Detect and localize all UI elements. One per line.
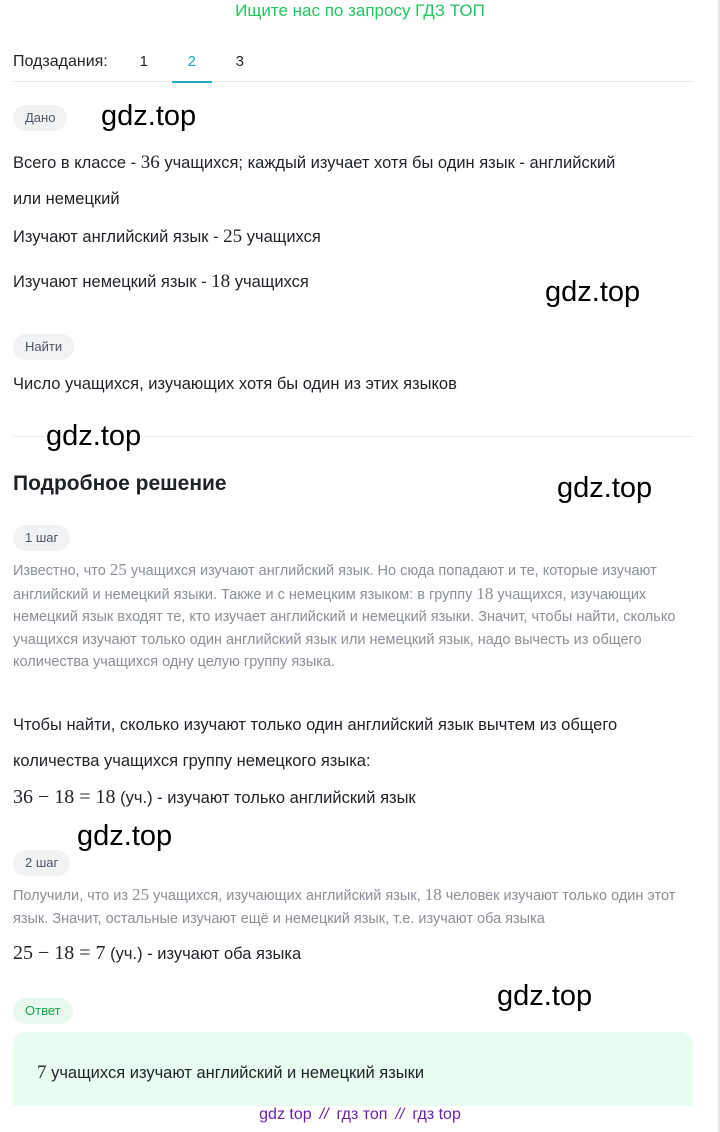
step-2-badge: 2 шаг — [13, 850, 70, 876]
answer-text: учащихся изучают английский и немецкий языки — [46, 1064, 425, 1082]
subtasks-bar — [13, 42, 693, 82]
step-1-main-text: Чтобы найти, сколько изучают только один английский язык вычтем из общего количества учащихся группу немецкого языка: — [13, 716, 618, 770]
step-1-explanation: Известно, что 25 учащихся изучают английский язык. Но сюда попадают и те, которые изучают английский и немецкий языки. Также и с немецким языком: в группу 18 учащихся, изучающих немецкий язык входят те, кто изучает английский и немецкий языки. Значит, чтобы найти, сколько учащихся изучают только один английский язык или немецкий язык, надо вычесть из общего количества учащихся одну целую группу языка. — [13, 560, 676, 671]
footer-separator: // — [395, 1106, 405, 1123]
watermark: gdz.top — [557, 472, 653, 504]
footer-link-2[interactable]: гдз топ — [336, 1106, 388, 1123]
subtask-tab-2[interactable]: 2 — [172, 42, 212, 82]
answer-badge: Ответ — [13, 998, 73, 1024]
solution-heading: Подробное решение — [13, 472, 227, 495]
watermark: gdz.top — [545, 276, 641, 308]
step-2-explanation: Получили, что из 25 учащихся, изучающих английский язык, 18 человек изучают только один этот язык. Значит, остальные изучают ещё и немецкий язык, т.е. изучают оба языка — [13, 885, 676, 927]
footer-link-1[interactable]: gdz top — [259, 1106, 312, 1123]
given-line-1: Всего в классе - 36 учащихся; каждый изучает хотя бы один язык - английский или немецкий — [13, 152, 616, 208]
step-2-equation: 25 − 18 = 7 (уч.) - изучают оба языка — [13, 942, 302, 964]
answer-box — [13, 1032, 693, 1106]
watermark: gdz.top — [497, 980, 593, 1012]
given-badge: Дано — [13, 105, 67, 131]
given-line-2: Изучают английский язык - 25 учащихся — [13, 226, 321, 247]
given-line-3: Изучают немецкий язык - 18 учащихся — [13, 271, 309, 292]
promo-banner: Ищите нас по запросу ГДЗ ТОП — [235, 1, 485, 20]
watermark: gdz.top — [101, 100, 197, 132]
find-text: Число учащихся, изучающих хотя бы один из этих языков — [13, 375, 457, 393]
watermark: gdz.top — [46, 420, 142, 452]
answer-number: 7 — [37, 1062, 47, 1083]
footer-separator: // — [319, 1106, 329, 1123]
subtasks-label: Подзадания: — [13, 52, 108, 70]
subtask-tab-1[interactable]: 1 — [139, 53, 148, 70]
footer-link-3[interactable]: гдз top — [412, 1106, 461, 1123]
subtask-tab-3[interactable]: 3 — [235, 53, 244, 70]
footer-links — [0, 1106, 720, 1124]
step-1-equation: 36 − 18 = 18 (уч.) - изучают только английский язык — [13, 786, 416, 808]
step-1-badge: 1 шаг — [13, 525, 70, 551]
watermark: gdz.top — [77, 820, 173, 852]
find-badge: Найти — [13, 334, 74, 360]
